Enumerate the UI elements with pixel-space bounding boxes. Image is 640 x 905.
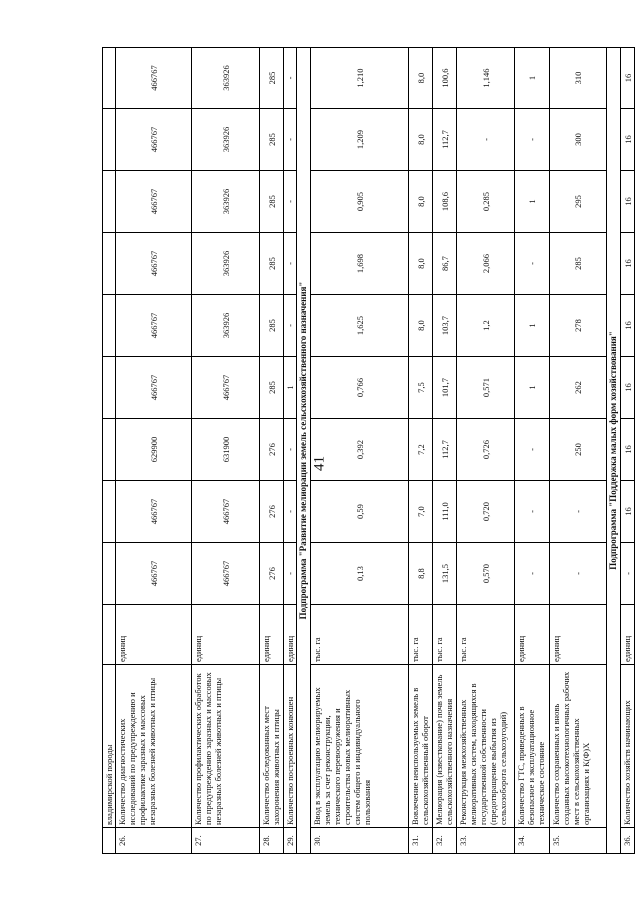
indicator-name: Количество обследованных мест захоронения животных и птицы <box>260 665 284 828</box>
value-cell: 363926 <box>192 171 260 233</box>
indicator-name: Количество диагностических исследований по предупреждению и профилактике заразных и массовых незаразных болезней животных и птицы <box>116 665 192 828</box>
table-row <box>621 48 635 854</box>
unit-cell: единиц <box>116 605 192 665</box>
row-number: 27. <box>192 828 260 854</box>
value-cell: 285 <box>260 48 284 109</box>
value-cell: 112,7 <box>433 109 457 171</box>
indicator-name: Ввод в эксплуатацию мелиорируемых земель за счет реконструкции, технического перевооружения и строительства новых мелиоративных систем общего и индивидуального пользования <box>311 665 409 828</box>
unit-cell: единиц <box>621 605 635 665</box>
unit-cell: единиц <box>550 605 607 665</box>
value-cell: 8,0 <box>409 233 433 295</box>
indicator-name: Количество построенных конюшен <box>284 665 297 828</box>
value-cell: - <box>550 543 607 605</box>
value-cell: 466767 <box>192 543 260 605</box>
value-cell: 0,392 <box>311 419 409 481</box>
value-cell: 1 <box>284 357 297 419</box>
indicator-name: Количество профилактических обработок по предупреждению заразных и массовых незаразных болезней животных и птицы <box>192 665 260 828</box>
value-cell: 310 <box>550 48 607 109</box>
value-cell: 100,6 <box>433 48 457 109</box>
indicator-name: Реконструкция межхозяйственных мелиоративных систем, находящихся в государственной собственности (предотвращение выбытия из сельхозоборота сельхозугодий) <box>457 665 515 828</box>
value-cell: - <box>284 543 297 605</box>
value-cell: - <box>515 109 550 171</box>
value-cell: 0,13 <box>311 543 409 605</box>
value-cell: 8,0 <box>409 171 433 233</box>
value-cell: 363926 <box>192 233 260 295</box>
value-cell: 285 <box>260 171 284 233</box>
value-cell: - <box>284 48 297 109</box>
value-cell: 466767 <box>116 357 192 419</box>
value-cell: 466767 <box>116 171 192 233</box>
value-cell: 1 <box>515 295 550 357</box>
value-cell: - <box>284 233 297 295</box>
value-cell: 278 <box>550 295 607 357</box>
unit-cell: тыс. га <box>457 605 515 665</box>
row-number: 33. <box>457 828 515 854</box>
value-cell: 466767 <box>116 295 192 357</box>
table-row <box>457 48 515 854</box>
table-row <box>409 48 433 854</box>
row-number: 32. <box>433 828 457 854</box>
value-cell: 0,59 <box>311 481 409 543</box>
value-cell: 466767 <box>192 481 260 543</box>
value-cell: 86,7 <box>433 233 457 295</box>
value-cell: 1 <box>515 357 550 419</box>
value-cell: 285 <box>260 357 284 419</box>
unit-cell: единиц <box>260 605 284 665</box>
value-cell: 262 <box>550 357 607 419</box>
subprogram-title: Подпрограмма "Развитие мелиорации земель сельскохозяйственного назначения" <box>297 48 311 854</box>
table-row <box>515 48 550 854</box>
value-cell: 103,7 <box>433 295 457 357</box>
value-cell: 111,0 <box>433 481 457 543</box>
value-cell: 7,0 <box>409 481 433 543</box>
value-cell: 631900 <box>192 419 260 481</box>
value-cell: 1,146 <box>457 48 515 109</box>
table-row <box>433 48 457 854</box>
value-cell: 363926 <box>192 295 260 357</box>
value-cell: 1 <box>515 48 550 109</box>
value-cell: 295 <box>550 171 607 233</box>
value-cell: 16 <box>621 48 635 109</box>
value-cell: - <box>515 543 550 605</box>
value-cell: 16 <box>621 481 635 543</box>
value-cell: 466767 <box>116 109 192 171</box>
value-cell: 363926 <box>192 109 260 171</box>
indicator-name: Мелиорация (известкование) почв земель сельскохозяйственного назначения <box>433 665 457 828</box>
value-cell: 16 <box>621 233 635 295</box>
value-cell: 363926 <box>192 48 260 109</box>
rotated-table <box>102 48 633 854</box>
table-row <box>284 48 297 854</box>
value-cell: 466767 <box>116 481 192 543</box>
row-number: 36. <box>621 828 635 854</box>
value-cell: 8,0 <box>409 48 433 109</box>
value-cell: - <box>550 481 607 543</box>
value-cell: 7,5 <box>409 357 433 419</box>
value-cell: 101,7 <box>433 357 457 419</box>
table-row <box>116 48 192 854</box>
row-number: 26. <box>116 828 192 854</box>
unit-cell: тыс. га <box>409 605 433 665</box>
value-cell: 2,066 <box>457 233 515 295</box>
value-cell: 16 <box>621 171 635 233</box>
value-cell: 276 <box>260 419 284 481</box>
unit-cell: единиц <box>515 605 550 665</box>
value-cell: 0,905 <box>311 171 409 233</box>
value-cell: 1,2 <box>457 295 515 357</box>
row-number: 28. <box>260 828 284 854</box>
row-number: 30. <box>311 828 409 854</box>
value-cell: - <box>284 295 297 357</box>
table-row <box>192 48 260 854</box>
value-cell: 285 <box>260 233 284 295</box>
value-cell: 300 <box>550 109 607 171</box>
row-number: 35. <box>550 828 607 854</box>
value-cell: 8,8 <box>409 543 433 605</box>
value-cell: 0,720 <box>457 481 515 543</box>
subprogram-title: Подпрограмма "Поддержка малых форм хозяйствования" <box>607 48 621 854</box>
value-cell: 16 <box>621 295 635 357</box>
indicator-name: Количество сохраненных и вновь созданных высокотехнологичных рабочих мест в сельскохозяйственных организациях и К(Ф)Х <box>550 665 607 828</box>
value-cell: 466767 <box>116 233 192 295</box>
value-cell: - <box>284 481 297 543</box>
table-row <box>260 48 284 854</box>
value-cell: 285 <box>260 295 284 357</box>
value-cell: 1,210 <box>311 48 409 109</box>
value-cell: 276 <box>260 481 284 543</box>
indicator-table-container <box>102 48 633 854</box>
value-cell: - <box>457 109 515 171</box>
row-number: 34. <box>515 828 550 854</box>
value-cell: - <box>515 233 550 295</box>
table-row <box>311 48 409 854</box>
value-cell: 0,285 <box>457 171 515 233</box>
value-cell: 16 <box>621 109 635 171</box>
value-cell: 16 <box>621 357 635 419</box>
value-cell: - <box>284 171 297 233</box>
value-cell: - <box>515 481 550 543</box>
value-cell: 8,0 <box>409 109 433 171</box>
indicator-name: Вовлечение неиспользуемых земель в сельскохозяйственный оборот <box>409 665 433 828</box>
unit-cell: единиц <box>192 605 260 665</box>
unit-cell: тыс. га <box>433 605 457 665</box>
value-cell: 0,726 <box>457 419 515 481</box>
value-cell: 285 <box>550 233 607 295</box>
row-number: 29. <box>284 828 297 854</box>
value-cell: 0,571 <box>457 357 515 419</box>
indicator-name: владимирской породы <box>103 665 116 828</box>
unit-cell: тыс. га <box>311 605 409 665</box>
row-number: 31. <box>409 828 433 854</box>
value-cell: 1,625 <box>311 295 409 357</box>
value-cell: - <box>515 419 550 481</box>
value-cell: 466767 <box>116 48 192 109</box>
page-number: 41 <box>311 456 328 471</box>
value-cell: 466767 <box>192 357 260 419</box>
value-cell: - <box>284 419 297 481</box>
value-cell: 1 <box>515 171 550 233</box>
table-row <box>103 48 116 854</box>
value-cell: 0,766 <box>311 357 409 419</box>
indicator-name: Количество хозяйств начинающих <box>621 665 635 828</box>
indicator-name: Количество ГТС, приведенных в безопасное и эксплуатационное техническое состояние <box>515 665 550 828</box>
value-cell: 112,7 <box>433 419 457 481</box>
value-cell: 1,209 <box>311 109 409 171</box>
value-cell: 466767 <box>116 543 192 605</box>
value-cell: 8,0 <box>409 295 433 357</box>
value-cell: 629900 <box>116 419 192 481</box>
value-cell: 0,570 <box>457 543 515 605</box>
value-cell: 16 <box>621 419 635 481</box>
value-cell: 131,5 <box>433 543 457 605</box>
value-cell: 285 <box>260 109 284 171</box>
indicators-table <box>102 47 635 854</box>
value-cell: 276 <box>260 543 284 605</box>
value-cell: 108,6 <box>433 171 457 233</box>
value-cell: 250 <box>550 419 607 481</box>
unit-cell: единиц <box>284 605 297 665</box>
value-cell: - <box>284 109 297 171</box>
value-cell: 7,2 <box>409 419 433 481</box>
value-cell: - <box>621 543 635 605</box>
table-row <box>550 48 607 854</box>
value-cell: 1,698 <box>311 233 409 295</box>
